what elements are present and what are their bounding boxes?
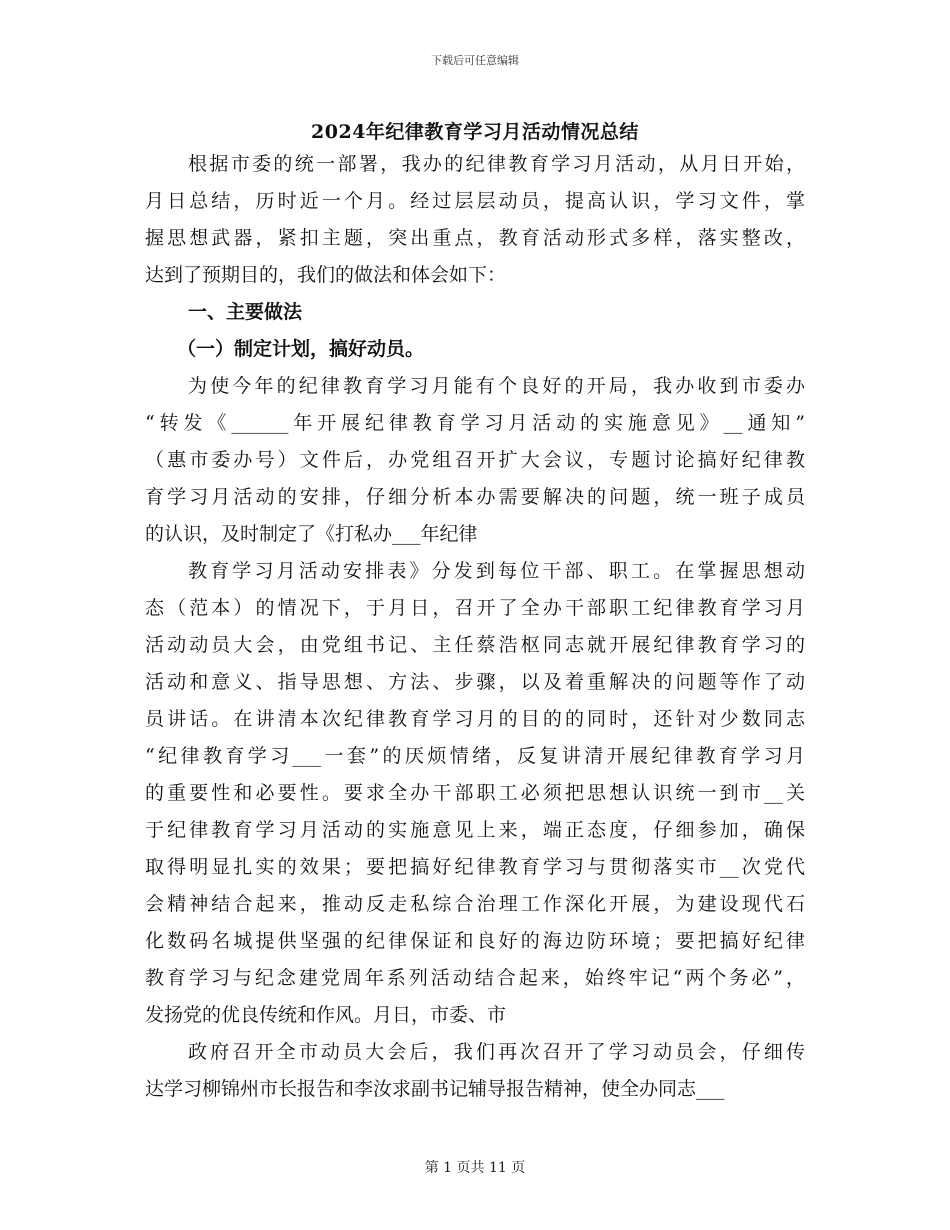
text-line: 握思想武器，紧扣主题，突出重点，教育活动形式多样，落实整改， xyxy=(145,227,805,249)
paragraph xyxy=(145,553,805,1034)
text-line: 的认识，及时制定了《打私办___年纪律 xyxy=(145,523,478,545)
paragraph xyxy=(145,1034,805,1108)
text-line: 教育学习与纪念建党周年系列活动结合起来，始终牢记“两个务必”， xyxy=(145,967,805,989)
paragraph xyxy=(145,368,805,553)
document-body xyxy=(145,146,805,1108)
text-line: 育学习月活动的安排，仔细分析本办需要解决的问题，统一班子成员 xyxy=(145,486,805,508)
text-line: 政府召开全市动员大会后，我们再次召开了学习动员会，仔细传 xyxy=(188,1041,805,1063)
text-line: 活动动员大会，由党组书记、主任蔡浩枢同志就开展纪律教育学习的 xyxy=(145,634,805,656)
text-line: 月日总结，历时近一个月。经过层层动员，提高认识，学习文件，掌 xyxy=(145,190,805,212)
text-line: 发扬党的优良传统和作风。月日，市委、市 xyxy=(145,1004,507,1026)
text-line: 达到了预期目的，我们的做法和体会如下： xyxy=(145,264,507,286)
text-line: 员讲话。在讲清本次纪律教育学习月的目的的同时，还针对少数同志 xyxy=(145,708,805,730)
text-line: 为使今年的纪律教育学习月能有个良好的开局，我办收到市委办 xyxy=(188,375,805,397)
text-line: “转发《______年开展纪律教育学习月活动的实施意见》__通知” xyxy=(145,412,805,434)
text-line: 达学习柳锦州市长报告和李汝求副书记辅导报告精神，使全办同志___ xyxy=(145,1078,725,1100)
paragraph xyxy=(145,146,805,294)
text-line: 于纪律教育学习月活动的实施意见上来，端正态度，仔细参加，确保 xyxy=(145,819,805,841)
text-line: 的重要性和必要性。要求全办干部职工必须把思想认识统一到市__关 xyxy=(145,782,805,804)
text-line: 态（范本）的情况下，于月日，召开了全办干部职工纪律教育学习月 xyxy=(145,597,805,619)
subsection-heading: （一）制定计划，搞好动员。 xyxy=(177,338,425,360)
page-header: 下载后可任意编辑 xyxy=(431,54,519,67)
text-line: 化数码名城提供坚强的纪律保证和良好的海边防环境；要把搞好纪律 xyxy=(145,930,805,952)
text-line: 活动和意义、指导思想、方法、步骤，以及着重解决的问题等作了动 xyxy=(145,671,805,693)
document-title: 2024年纪律教育学习月活动情况总结 xyxy=(311,121,639,143)
page-number: 第 1 页共 11 页 xyxy=(424,1160,526,1176)
text-line: 取得明显扎实的效果；要把搞好纪律教育学习与贯彻落实市__次党代 xyxy=(145,856,805,878)
text-line: 教育学习月活动安排表》分发到每位干部、职工。在掌握思想动 xyxy=(188,560,805,582)
text-line: 会精神结合起来，推动反走私综合治理工作深化开展，为建设现代石 xyxy=(145,893,805,915)
section-heading: 一、主要做法 xyxy=(188,301,303,323)
text-line: （惠市委办号）文件后，办党组召开扩大会议，专题讨论搞好纪律教 xyxy=(145,449,805,471)
text-line: “纪律教育学习___一套”的厌烦情绪，反复讲清开展纪律教育学习月 xyxy=(145,745,805,767)
text-line: 根据市委的统一部署，我办的纪律教育学习月活动，从月日开始， xyxy=(188,153,805,175)
